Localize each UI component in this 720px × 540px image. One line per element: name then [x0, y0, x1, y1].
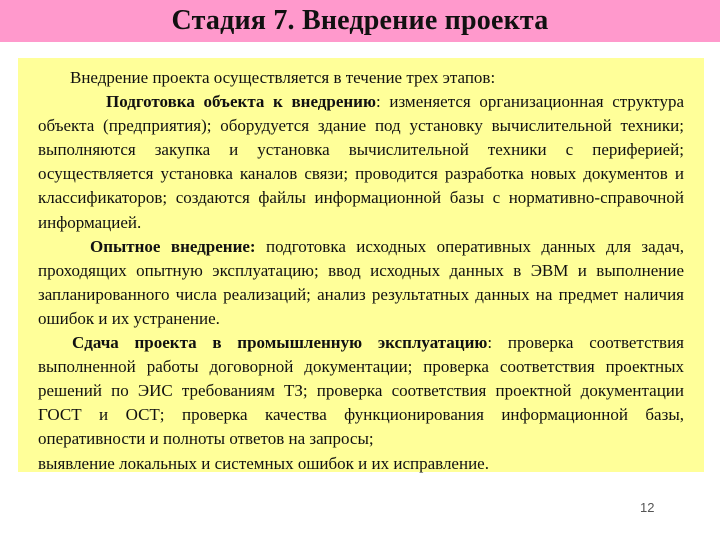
stage-pilot-text: подготовка исходных оперативных данных для задач, проходящих опытную эксплуатацию; ввод исходных данных в ЭВМ и выполнение запланированного числа реализаций; анализ результатных данных на предмет наличия ошибок и их устранение.	[38, 236, 684, 328]
stage-handover-heading: Сдача проекта в промышленную эксплуатацию	[72, 333, 488, 353]
stage-handover-text: проверка соответствия выполненной работы договорной документации; проверка соответствия проектных решений по ЭИС требованиям ТЗ; проверка соответствия проектной документации ГОСТ и ОСТ; проверка качества функционирования информационной базы, оперативности и полноты ответов на запросы;	[38, 333, 684, 449]
page-number: 12	[640, 500, 655, 515]
intro-paragraph: Внедрение проекта осуществляется в течение трех этапов:	[70, 68, 496, 87]
stage-pilot-separator	[256, 237, 266, 256]
title-band	[0, 0, 720, 42]
stage-preparation-text: изменяется организационная структура объекта (предприятия); оборудуется здание под установку вычислительной техники; выполняются закупка и установка вычислительной техники с периферией; осуществляется установка каналов связи; проводится разработка новых документов и классификаторов; создаются файлы информационной базы с нормативно-справочной информацией.	[38, 92, 684, 232]
stage-preparation-separator: :	[375, 92, 390, 112]
slide-title: Стадия 7. Внедрение проекта	[171, 5, 549, 36]
content-box	[18, 58, 704, 472]
stage-handover-separator: :	[487, 333, 508, 353]
stage-handover	[38, 331, 684, 451]
stage-preparation	[38, 90, 684, 235]
stage-pilot-heading: Опытное внедрение:	[90, 236, 256, 256]
stage-preparation-heading: Подготовка объекта к внедрению	[106, 92, 376, 112]
tail-paragraph: выявление локальных и системных ошибок и их исправление.	[38, 453, 489, 473]
stage-pilot	[38, 235, 684, 331]
